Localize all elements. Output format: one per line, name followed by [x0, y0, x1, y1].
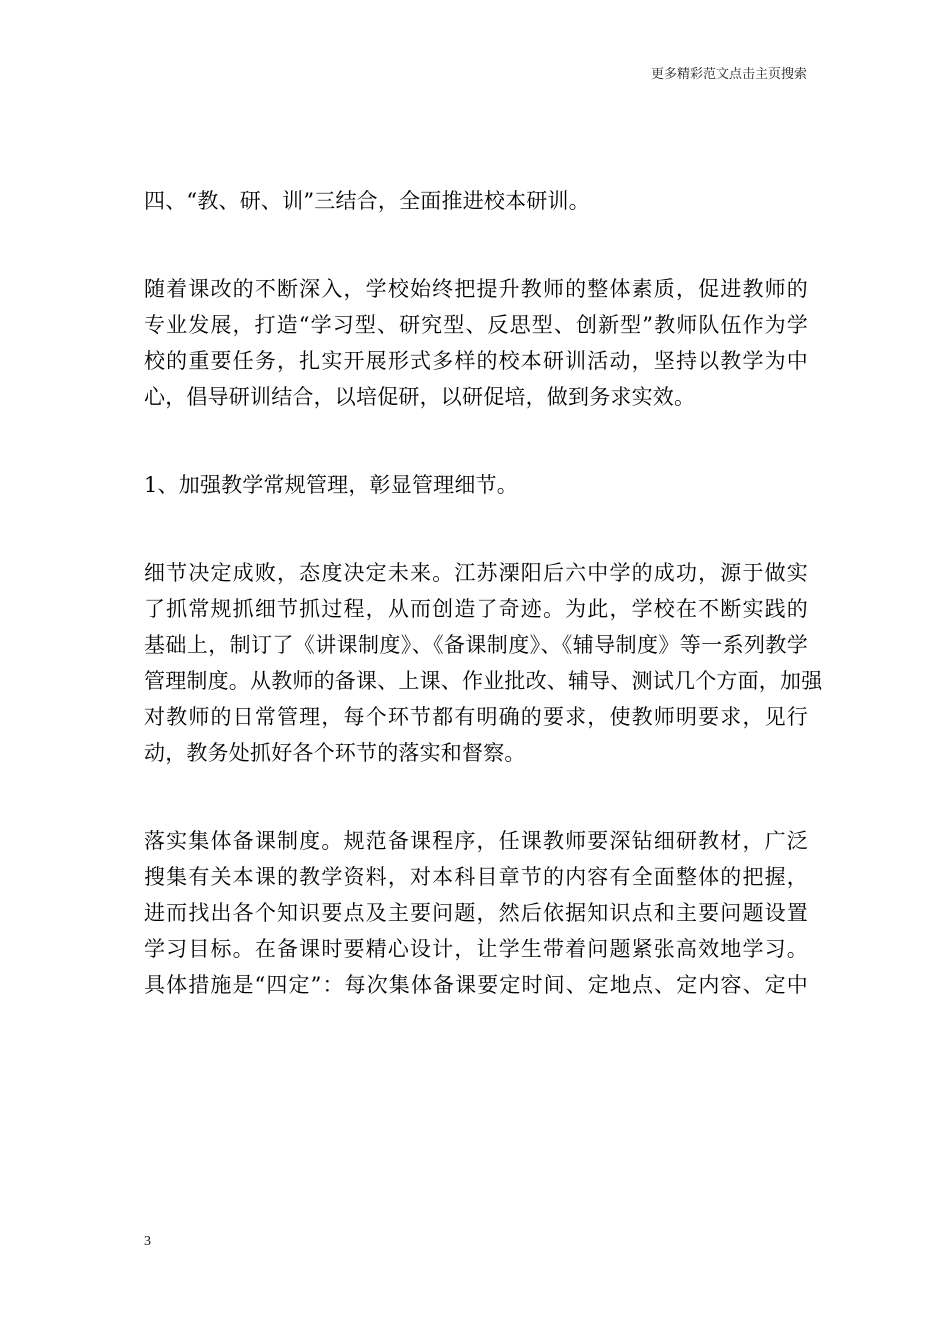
spacer — [144, 415, 808, 467]
document-body — [144, 183, 823, 1003]
spacer — [144, 771, 808, 823]
paragraph-line: 进而找出各个知识要点及主要问题，然后依据知识点和主要问题设置 — [144, 901, 808, 925]
paragraph-line: 对教师的日常管理，每个环节都有明确的要求，使教师明要求，见行 — [144, 705, 808, 729]
paragraph-line: 校的重要任务，扎实开展形式多样的校本研训活动，坚持以教学为中 — [144, 349, 808, 373]
paragraph-line: 管理制度。从教师的备课、上课、作业批改、辅导、测试几个方面，加强 — [144, 669, 823, 693]
header-note: 更多精彩范文点击主页搜索 — [650, 67, 807, 82]
paragraph-line: 搜集有关本课的教学资料，对本科目章节的内容有全面整体的把握， — [144, 865, 808, 889]
paragraph-line: 落实集体备课制度。规范备课程序，任课教师要深钻细研教材，广泛 — [144, 829, 808, 853]
paragraph-2 — [144, 555, 823, 771]
paragraph-line: 细节决定成败，态度决定未来。江苏溧阳后六中学的成功，源于做实 — [144, 561, 808, 585]
heading-line: 四、“教、研、训”三结合，全面推进校本研训。 — [144, 189, 590, 213]
paragraph-line: 动，教务处抓好各个环节的落实和督察。 — [144, 741, 526, 765]
subheading — [144, 467, 808, 503]
spacer — [144, 503, 808, 555]
page-number: 3 — [144, 1234, 151, 1249]
paragraph-line: 心，倡导研训结合，以培促研，以研促培，做到务求实效。 — [144, 385, 696, 409]
paragraph-line: 专业发展，打造“学习型、研究型、反思型、创新型”教师队伍作为学 — [144, 313, 808, 337]
spacer — [144, 219, 808, 271]
section-heading — [144, 183, 808, 219]
paragraph-1 — [144, 271, 808, 415]
paragraph-3 — [144, 823, 808, 1003]
subheading-line: 1、加强教学常规管理，彰显管理细节。 — [144, 473, 518, 497]
paragraph-line: 学习目标。在备课时要精心设计，让学生带着问题紧张高效地学习。 — [144, 937, 808, 961]
paragraph-line: 了抓常规抓细节抓过程，从而创造了奇迹。为此，学校在不断实践的 — [144, 597, 808, 621]
paragraph-line: 基础上，制订了《讲课制度》、《备课制度》、《辅导制度》等一系列教学 — [144, 633, 808, 657]
paragraph-line: 具体措施是“四定”：每次集体备课要定时间、定地点、定内容、定中 — [144, 973, 808, 997]
paragraph-line: 随着课改的不断深入，学校始终把提升教师的整体素质，促进教师的 — [144, 277, 808, 301]
